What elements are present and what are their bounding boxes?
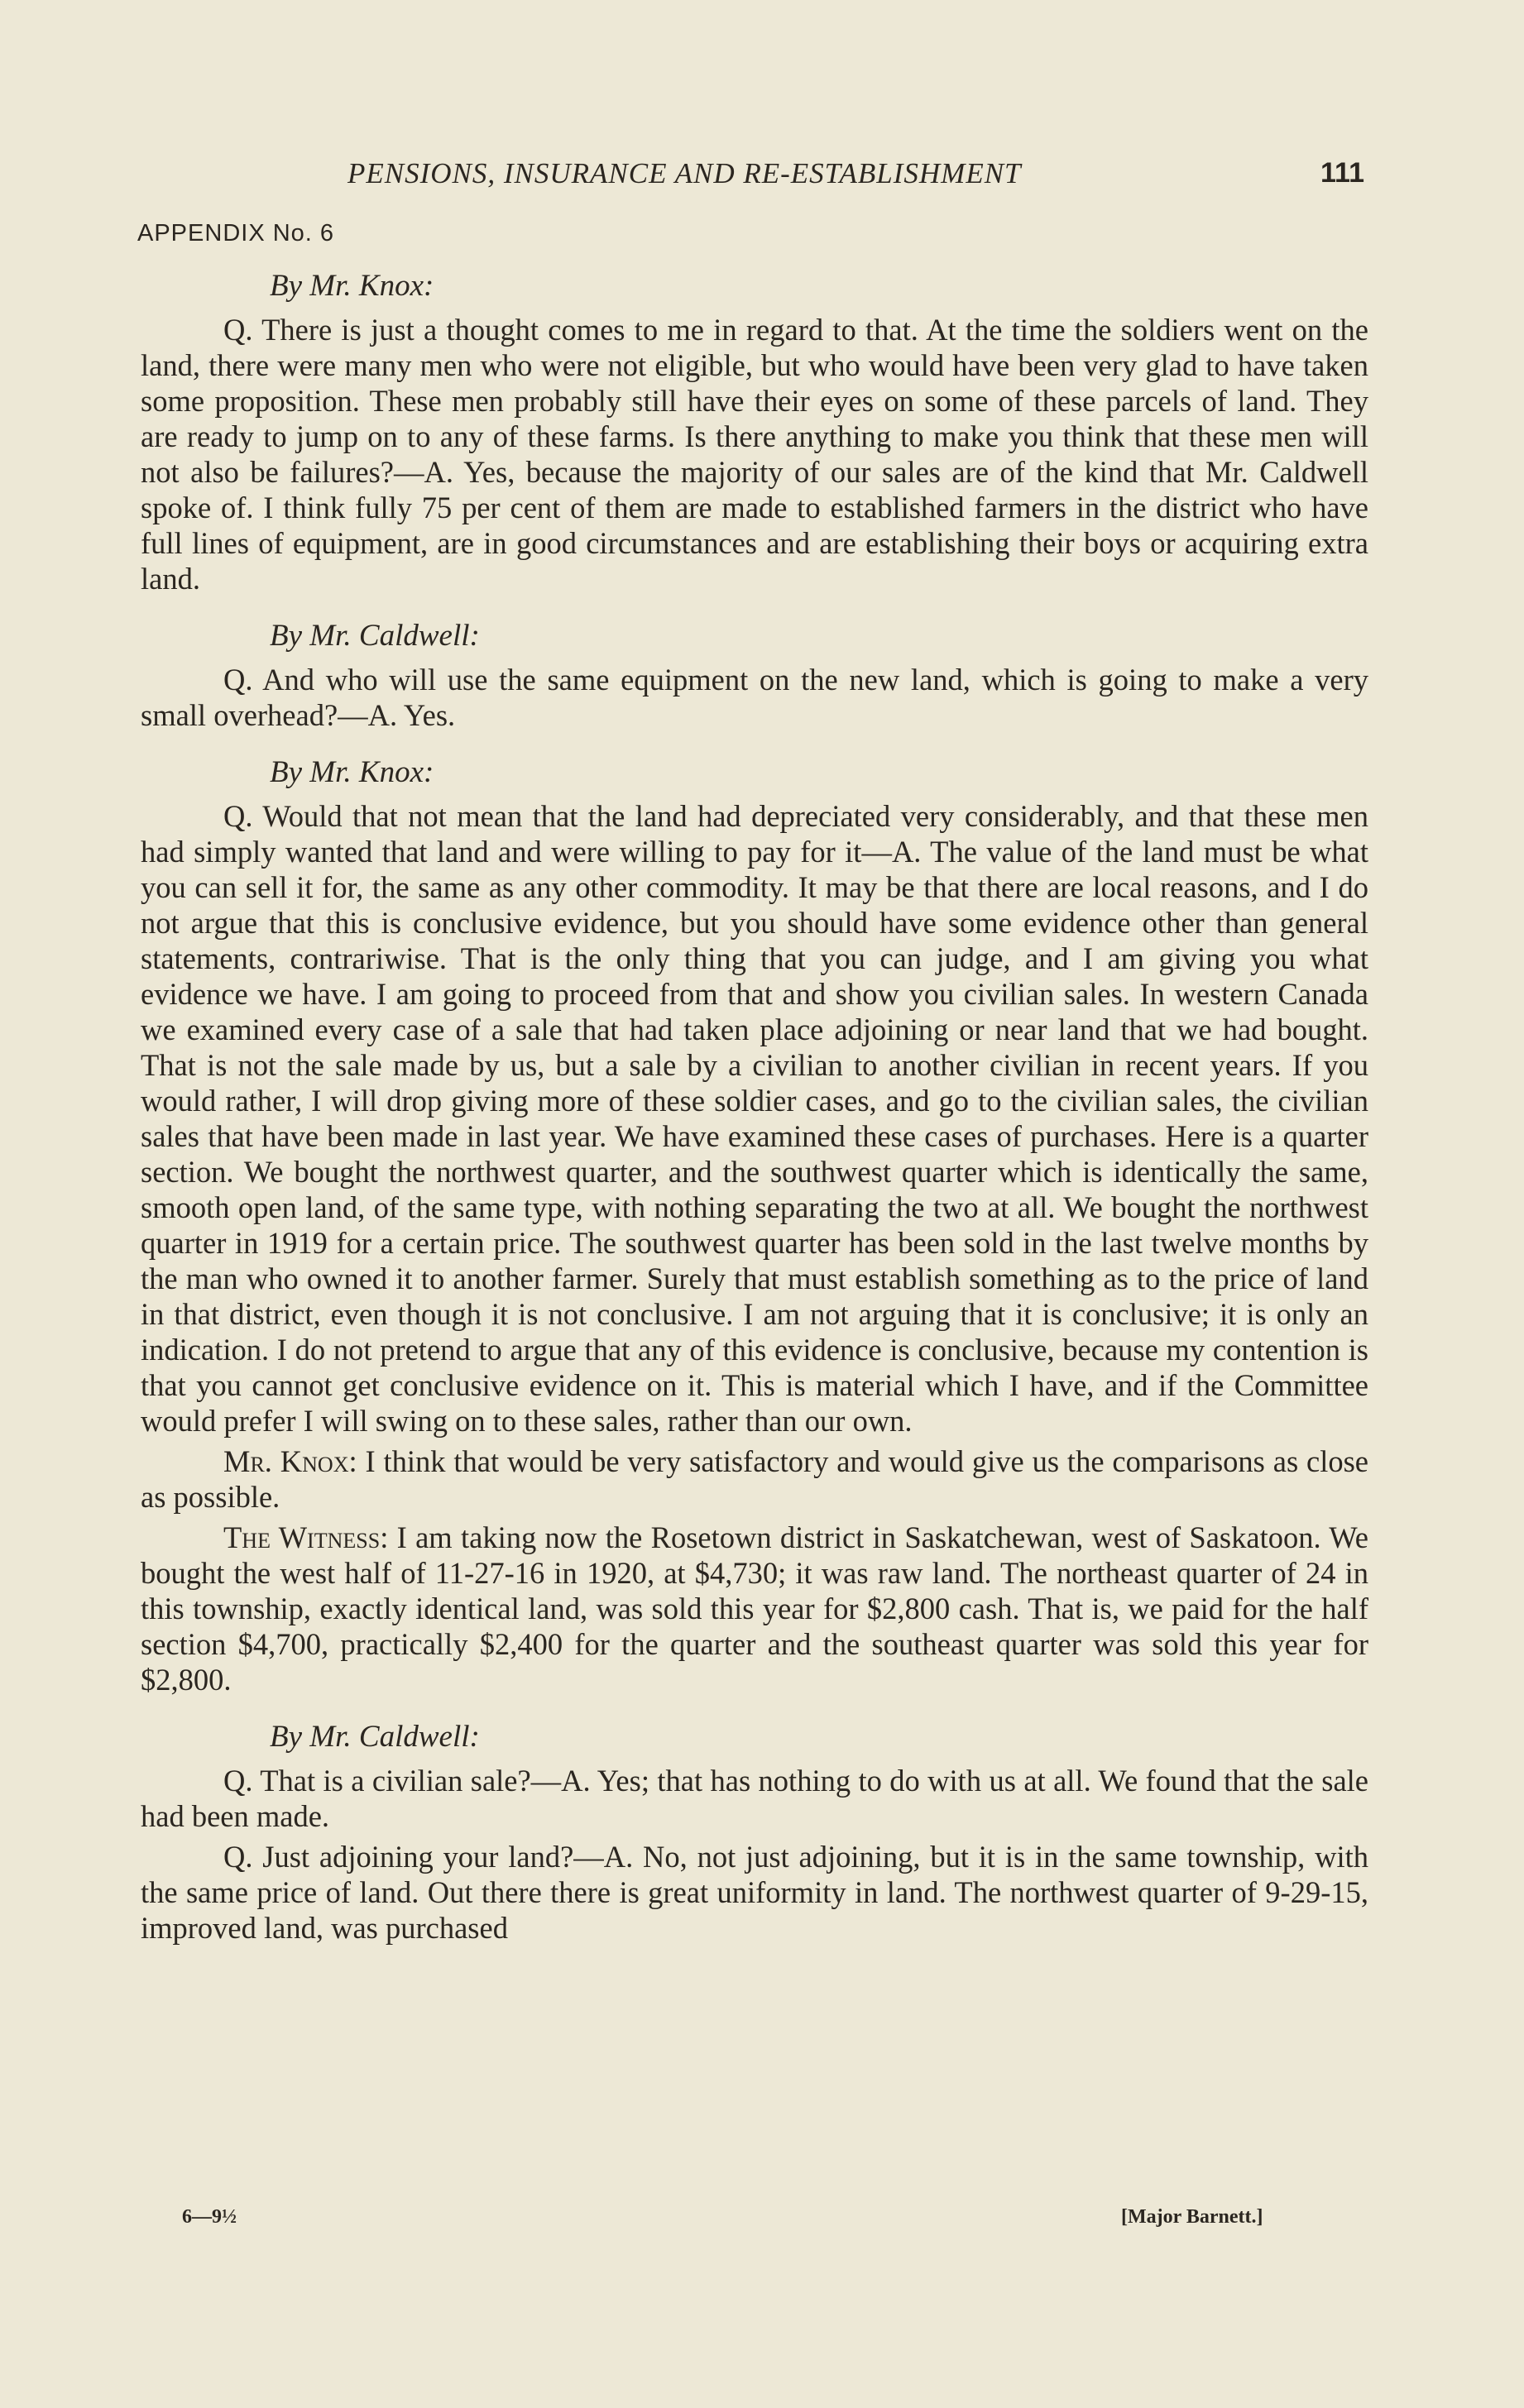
speaker-heading: By Mr. Caldwell: bbox=[270, 1720, 480, 1754]
paragraph: Q. Would that not mean that the land had depreciated very considerably, and that these men had simply wanted that land and were willing to pay for it—A. The value of the land must be what you can sell it for, the same as any other commodity. It may be that there are local reasons, and I do not argue that this is conclusive evidence, but you should have some evidence other than general statements, contrariwise. That is the only thing that you can judge, and I am giving you what evidence we have. I am going to proceed from that and show you civilian sales. In western Canada we examined every case of a sale that had taken place adjoining or near land that we had bought. That is not the sale made by us, but a sale by a civilian to another civilian in recent years. If you would rather, I will drop giving more of these soldier cases, and go to the civilian sales, the civilian sales that have been made in last year. We have examined these cases of purchases. Here is a quarter section. We bought the northwest quarter, and the southwest quarter which is identically the same, smooth open land, of the same type, with nothing separating the two at all. We bought the northwest quarter in 1919 for a certain price. The southwest quarter has been sold in the last twelve months by the man who owned it to another farmer. Surely that must establish something as to the price of land in that district, even though it is not conclusive. I am not arguing that it is conclusive; it is only an indication. I do not pretend to argue that any of this evidence is conclusive, because my contention is that you cannot get conclusive evidence on it. This is material which I have, and if the Committee would prefer I will swing on to these sales, rather than our own. bbox=[141, 799, 1368, 1438]
speaker-heading: By Mr. Knox: bbox=[270, 755, 434, 789]
appendix-label: APPENDIX No. 6 bbox=[137, 220, 335, 247]
dialogue-speaker: Mr. Knox bbox=[223, 1444, 349, 1478]
dialogue-paragraph: Mr. Knox: I think that would be very satisfactory and would give us the comparisons as close as possible. bbox=[141, 1444, 1369, 1514]
dialogue-text: I am taking now the Rosetown district in Saskatchewan, west of Saskatoon. We bought the west half of 11-27-16 in 1920, at $4,730; it was raw land. The northeast quarter of 24 in this township, exactly identical land, was sold this year for $2,800 cash. That is, we paid for the half section $4,700, practically $2,400 for the quarter and the southeast quarter was sold this year for $2,800. bbox=[141, 1520, 1368, 1697]
speaker-heading: By Mr. Knox: bbox=[270, 269, 434, 303]
dialogue-speaker: The Witness bbox=[223, 1520, 381, 1554]
paragraph: Q. And who will use the same equipment on the new land, which is going to make a very small overhead?—A. Yes. bbox=[141, 663, 1368, 732]
paragraph: Q. Just adjoining your land?—A. No, not just adjoining, but it is in the same township, with the same price of land. Out there there is great uniformity in land. The northwest quarter of 9-29-15, improved land, was purchased bbox=[141, 1840, 1368, 1945]
running-title: PENSIONS, INSURANCE AND RE-ESTABLISHMENT bbox=[347, 157, 1022, 189]
page-number: 111 bbox=[1320, 157, 1364, 189]
paragraph: Q. There is just a thought comes to me in regard to that. At the time the soldiers went on the land, there were many men who were not eligible, but who would have been very glad to have taken some proposition. These men probably still have their eyes on some of these parcels of land. They are ready to jump on to any of these farms. Is there anything to make you think that these men will not also be failures?—A. Yes, because the majority of our sales are of the kind that Mr. Caldwell spoke of. I think fully 75 per cent of them are made to established farmers in the district who have full lines of equipment, are in good circumstances and are establishing their boys or acquiring extra land. bbox=[141, 313, 1368, 596]
body-text bbox=[141, 263, 1368, 1946]
dialogue-paragraph: The Witness: I am taking now the Rosetown district in Saskatchewan, west of Saskatoon. We bought the west half of 11-27-16 in 1920, at $4,730; it was raw land. The northeast quarter of 24 in this township, exactly identical land, was sold this year for $2,800 cash. That is, we paid for the half section $4,700, practically $2,400 for the quarter and the southeast quarter was sold this year for $2,800. bbox=[141, 1520, 1368, 1697]
speaker-heading: By Mr. Caldwell: bbox=[270, 619, 480, 653]
dialogue-text: I think that would be very satisfactory and would give us the comparisons as close as possible. bbox=[141, 1444, 1369, 1514]
signature-mark: 6—9½ bbox=[182, 2206, 237, 2228]
witness-footer: [Major Barnett.] bbox=[1121, 2206, 1263, 2228]
paragraph: Q. That is a civilian sale?—A. Yes; that has nothing to do with us at all. We found that the sale had been made. bbox=[141, 1764, 1368, 1833]
